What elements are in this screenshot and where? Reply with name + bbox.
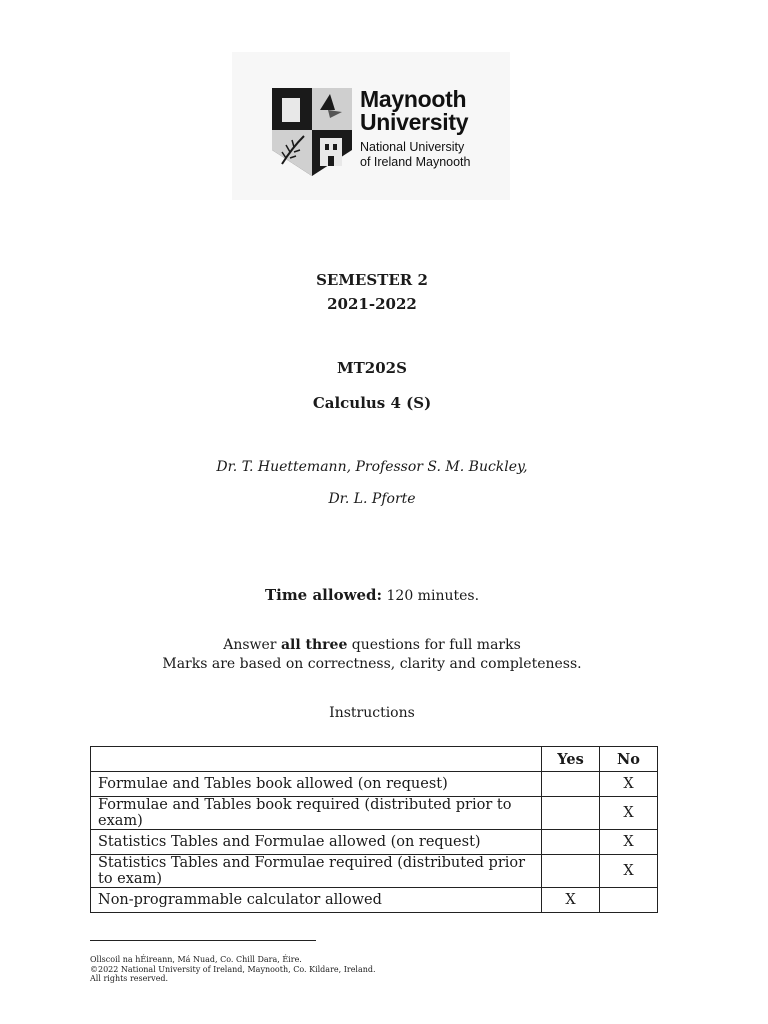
footer-line1: Ollscoil na hÉireann, Má Nuad, Co. Chill Dara, Éire. (90, 955, 302, 964)
row-no (600, 888, 658, 913)
time-allowed-value: 120 minutes. (382, 588, 480, 604)
answer-bold: all three (280, 637, 348, 653)
logo-name-line2: University (360, 109, 469, 135)
header-no: No (600, 747, 658, 772)
row-yes (542, 772, 600, 797)
row-label: Statistics Tables and Formulae allowed (on request) (91, 830, 542, 855)
university-logo (232, 52, 510, 200)
table-row (91, 830, 658, 855)
module-title: Calculus 4 (S) (312, 394, 432, 412)
logo-wordmark (360, 88, 471, 170)
table-row (91, 855, 658, 888)
row-no: X (600, 797, 658, 830)
row-label: Formulae and Tables book allowed (on request) (91, 772, 542, 797)
module-code: MT202S (337, 359, 407, 377)
table-row (91, 888, 658, 913)
row-no: X (600, 772, 658, 797)
logo-name-line1: Maynooth (360, 86, 467, 112)
time-allowed (0, 586, 744, 604)
time-allowed-label: Time allowed: (264, 586, 383, 604)
answer-instruction (0, 637, 744, 653)
marks-note: Marks are based on correctness, clarity and completeness. (162, 656, 582, 672)
table-row (91, 772, 658, 797)
header-item (91, 747, 542, 772)
footer-line2: ©2022 National University of Ireland, Maynooth, Co. Kildare, Ireland. (90, 964, 376, 974)
academic-year: 2021-2022 (327, 295, 417, 313)
footer-line3: All rights reserved. (90, 974, 169, 983)
examiners-line2: Dr. L. Pforte (328, 491, 416, 507)
crest-icon (272, 88, 352, 178)
footer (90, 955, 376, 984)
row-yes: X (542, 888, 600, 913)
table-row (91, 797, 658, 830)
row-label: Formulae and Tables book required (distributed prior to exam) (91, 797, 542, 830)
instructions-table (90, 746, 658, 913)
table-header-row (91, 747, 658, 772)
answer-prefix: Answer (223, 637, 281, 653)
row-yes (542, 797, 600, 830)
row-label: Non-programmable calculator allowed (91, 888, 542, 913)
footnote-divider (90, 940, 316, 941)
examiners-line1: Dr. T. Huettemann, Professor S. M. Buckley, (216, 459, 528, 475)
header-yes: Yes (542, 747, 600, 772)
instructions-heading: Instructions (329, 705, 415, 721)
row-yes (542, 830, 600, 855)
row-yes (542, 855, 600, 888)
semester-label: SEMESTER 2 (316, 271, 428, 289)
logo-sub-line2: of Ireland Maynooth (360, 155, 471, 169)
answer-suffix: questions for full marks (347, 637, 521, 653)
row-label: Statistics Tables and Formulae required (distributed prior to exam) (91, 855, 542, 888)
logo-sub-line1: National University (360, 140, 465, 154)
row-no: X (600, 855, 658, 888)
row-no: X (600, 830, 658, 855)
